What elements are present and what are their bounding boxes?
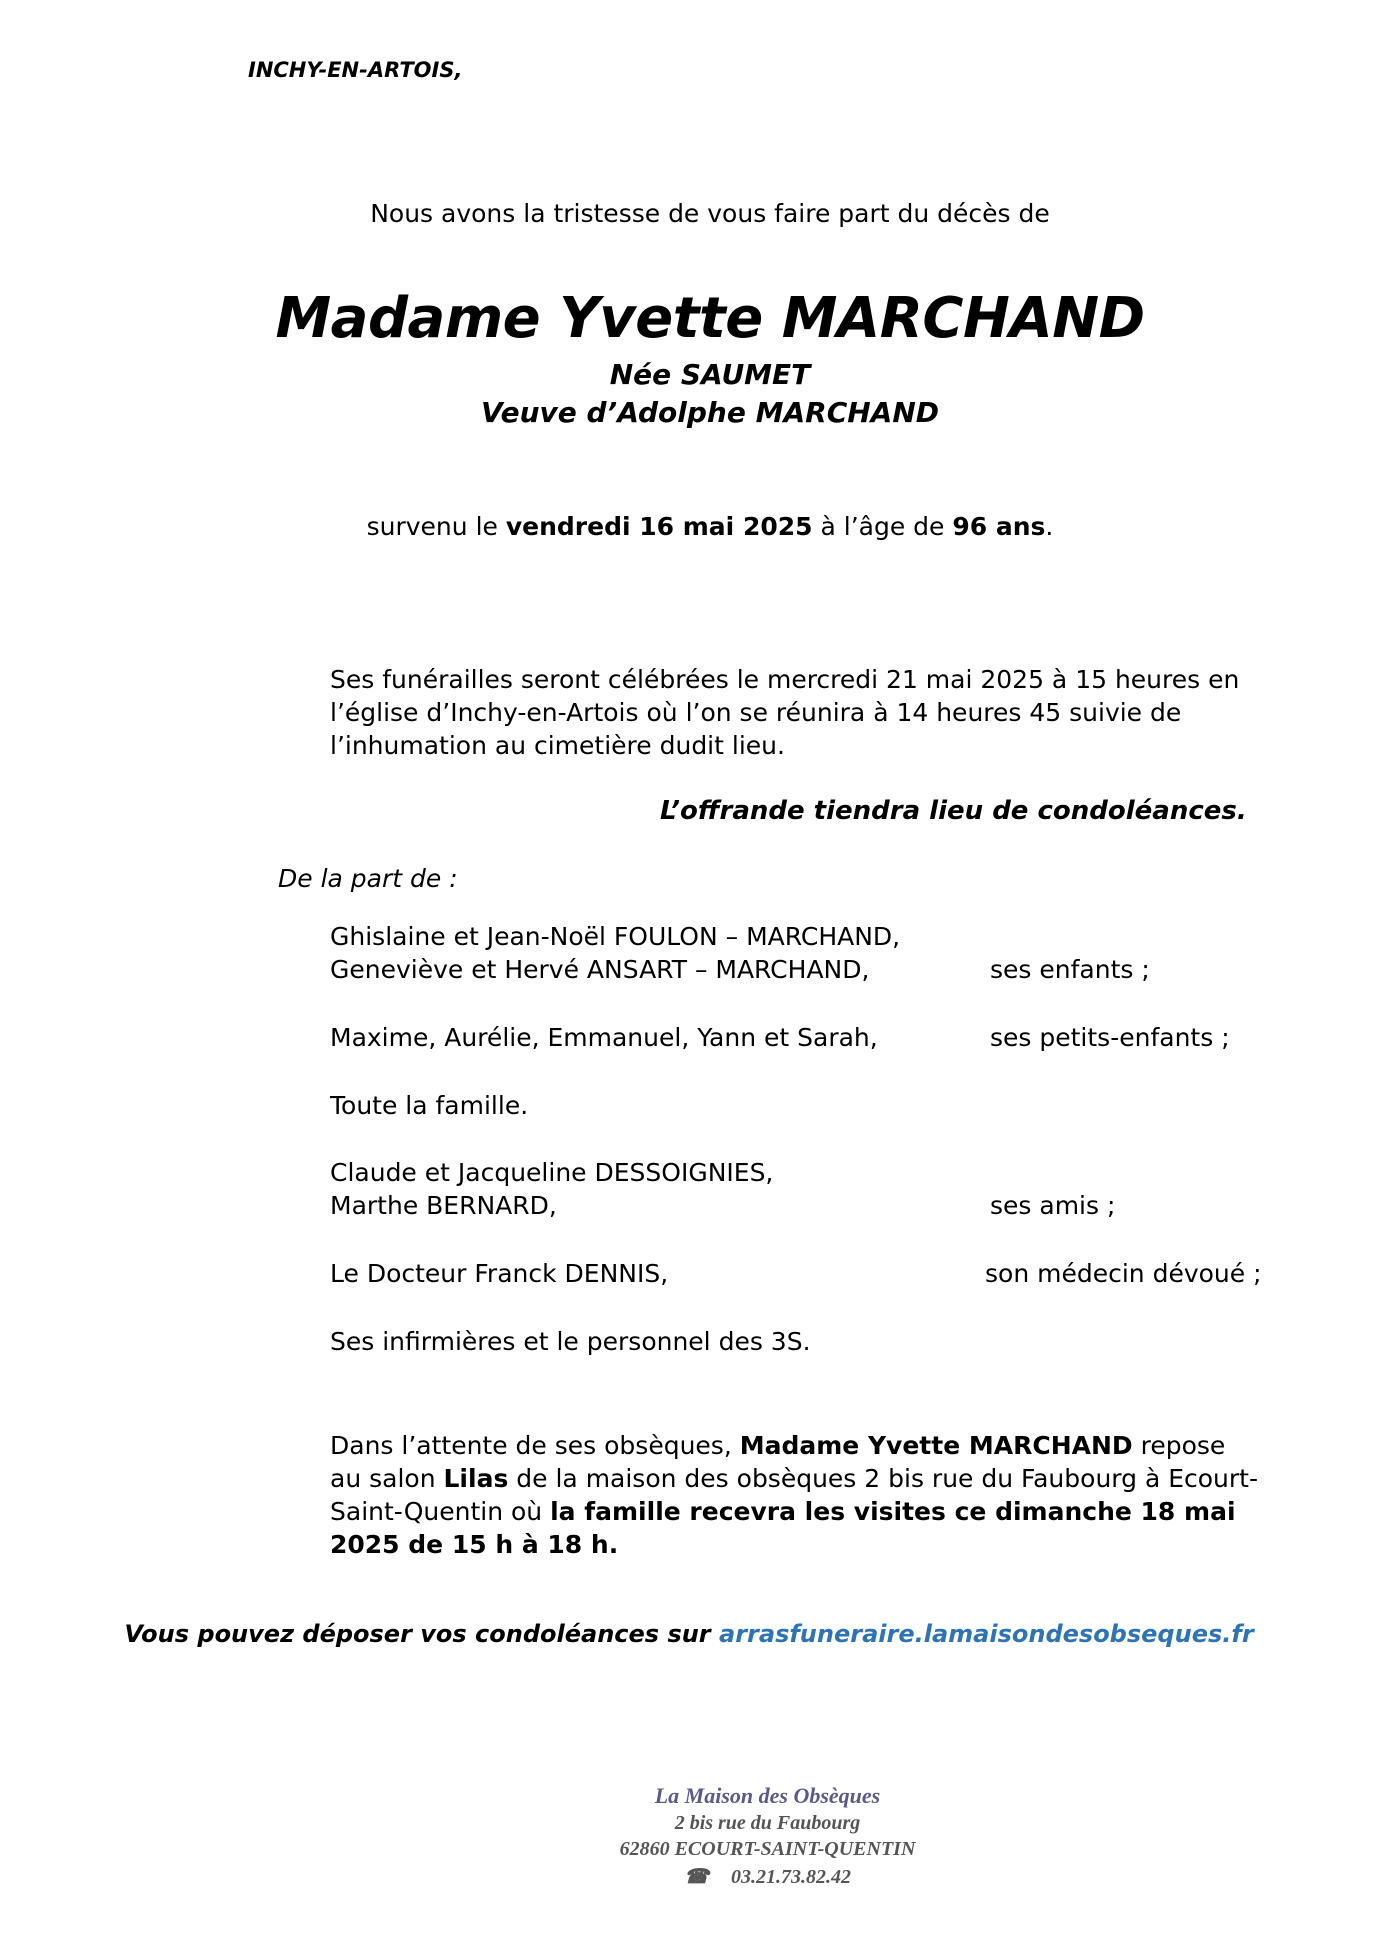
de-la-part-label: De la part de : — [278, 864, 458, 893]
attente-text-2: repose au salon — [330, 1431, 1226, 1493]
death-middle: à l’âge de — [820, 512, 945, 541]
footer-address-1: 2 bis rue du Faubourg — [674, 1812, 861, 1834]
deceased-name: Madame Yvette MARCHAND — [275, 286, 1145, 351]
death-prefix: survenu le — [366, 512, 498, 541]
death-date: vendredi 16 mai 2025 — [505, 512, 813, 541]
funeral-details: Ses funérailles seront célébrées le mercredi 21 mai 2025 à 15 heures en l’église d’Inchy-en-Artois où l’on se réunira à 14 heures 45 suivie de l’inhumation au cimetière dudit lieu. — [330, 665, 1240, 760]
town-header: INCHY-EN-ARTOIS, — [248, 58, 463, 82]
condolences-text: Vous pouvez déposer vos condoléances sur — [124, 1620, 711, 1648]
death-age: 96 ans — [952, 512, 1046, 541]
family-line: Claude et Jacqueline DESSOIGNIES, — [330, 1158, 774, 1187]
attente-visits: la famille recevra les visites ce dimanche 18 mai 2025 de 15 h à 18 h. — [330, 1497, 1236, 1559]
family-line: Toute la famille. — [330, 1091, 529, 1120]
widow-of: Veuve d’Adolphe MARCHAND — [480, 396, 940, 429]
footer-phone — [0, 1864, 1378, 1889]
footer-address-2: 62860 ECOURT-SAINT-QUENTIN — [619, 1838, 916, 1860]
family-line: Maxime, Aurélie, Emmanuel, Yann et Sarah, — [330, 1023, 878, 1052]
visitation-details — [330, 1429, 1260, 1561]
family-line: Ses infirmières et le personnel des 3S. — [330, 1327, 811, 1356]
attente-salon: Lilas — [443, 1464, 509, 1493]
attente-name: Madame Yvette MARCHAND — [739, 1431, 1133, 1460]
family-relation: ses amis ; — [990, 1191, 1116, 1220]
attente-text-3: de la maison des obsèques 2 bis rue du Faubourg à Ecourt-Saint-Quentin où — [330, 1464, 1258, 1526]
death-suffix: . — [1045, 512, 1054, 541]
family-relation: ses petits-enfants ; — [990, 1023, 1230, 1052]
offrande-note: L’offrande tiendra lieu de condoléances. — [660, 796, 1247, 826]
family-relation: ses enfants ; — [990, 955, 1150, 984]
footer-phone-number: 03.21.73.82.42 — [730, 1866, 851, 1888]
death-statement — [0, 512, 1378, 541]
telephone-icon: ☎ — [684, 1866, 709, 1888]
attente-text-1: Dans l’attente de ses obsèques, — [330, 1431, 732, 1460]
maiden-name: Née SAUMET — [609, 358, 811, 391]
condolences-link[interactable]: arrasfuneraire.lamaisondesobseques.fr — [719, 1620, 1254, 1648]
family-line: Marthe BERNARD, — [330, 1191, 557, 1220]
family-line: Ghislaine et Jean-Noël FOULON – MARCHAND, — [330, 922, 901, 951]
condolences-line — [0, 1620, 1378, 1648]
intro-text: Nous avons la tristesse de vous faire part du décès de — [370, 199, 1050, 228]
family-relation: son médecin dévoué ; — [985, 1259, 1262, 1288]
footer-company: La Maison des Obsèques — [654, 1783, 881, 1808]
family-line: Geneviève et Hervé ANSART – MARCHAND, — [330, 955, 870, 984]
family-line: Le Docteur Franck DENNIS, — [330, 1259, 669, 1288]
